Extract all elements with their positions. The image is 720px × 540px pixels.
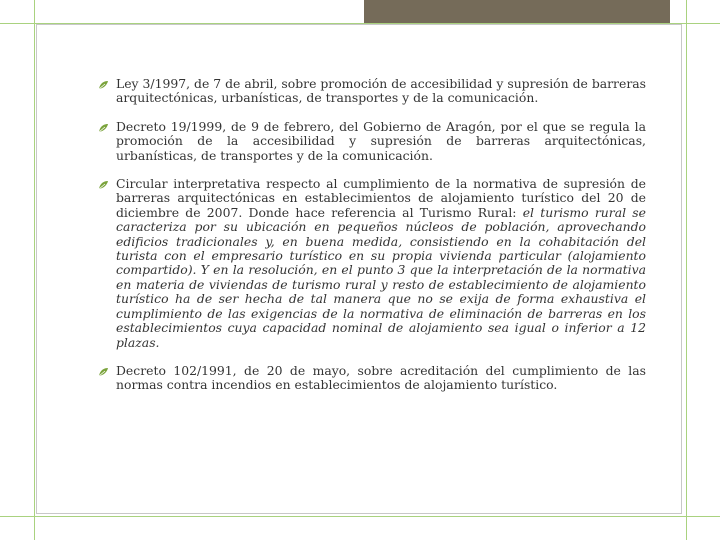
list-item-italic-text: el turismo rural se caracteriza por su ubicación en pequeños núcleos de población, aprovechando edificios tradicionales y, en buena medida, consistiendo en la cohabitación del turista con el empresario turístico en su propia vivienda particular (alojamiento compartido). Y en la resolución, en el punto 3 que la interpretación de la normativa en materia de viviendas de turismo rural y resto de establecimiento de alojamiento turístico ha de ser hecha de tal manera que no se exija de forma exhaustiva el cumplimiento de las exigencias de la normativa de eliminación de barreras en los establecimientos cuya capacidad nominal de alojamiento sea igual o inferior a 12 plazas. [116, 204, 646, 350]
leaf-bullet-icon [98, 80, 109, 90]
decor-line-left [34, 0, 35, 540]
decor-line-bottom [0, 516, 720, 517]
list-item [98, 77, 646, 106]
list-item [98, 177, 646, 350]
leaf-bullet-icon [98, 367, 109, 377]
legislation-list [98, 77, 646, 407]
list-item-text: Ley 3/1997, de 7 de abril, sobre promoción de accesibilidad y supresión de barreras arquitectónicas, urbanísticas, de transportes y de la comunicación. [116, 76, 646, 106]
decor-line-right [686, 0, 687, 540]
list-item-text: Circular interpretativa respecto al cumplimiento de la normativa de supresión de barreras arquitectónicas en establecimientos de alojamiento turístico del 20 de diciembre de 2007. Donde hace referencia al Turismo Rural: [116, 176, 646, 220]
leaf-bullet-icon [98, 180, 109, 190]
list-item [98, 120, 646, 163]
list-item-text: Decreto 102/1991, de 20 de mayo, sobre acreditación del cumplimiento de las normas contra incendios en establecimientos de alojamiento turístico. [116, 362, 646, 393]
list-item [98, 364, 646, 393]
leaf-bullet-icon [98, 123, 109, 133]
list-item-text: Decreto 19/1999, de 9 de febrero, del Gobierno de Aragón, por el que se regula la promoción de la accesibilidad y supresión de barreras arquitectónicas, urbanísticas, de transportes y de la comunicación. [116, 118, 646, 163]
